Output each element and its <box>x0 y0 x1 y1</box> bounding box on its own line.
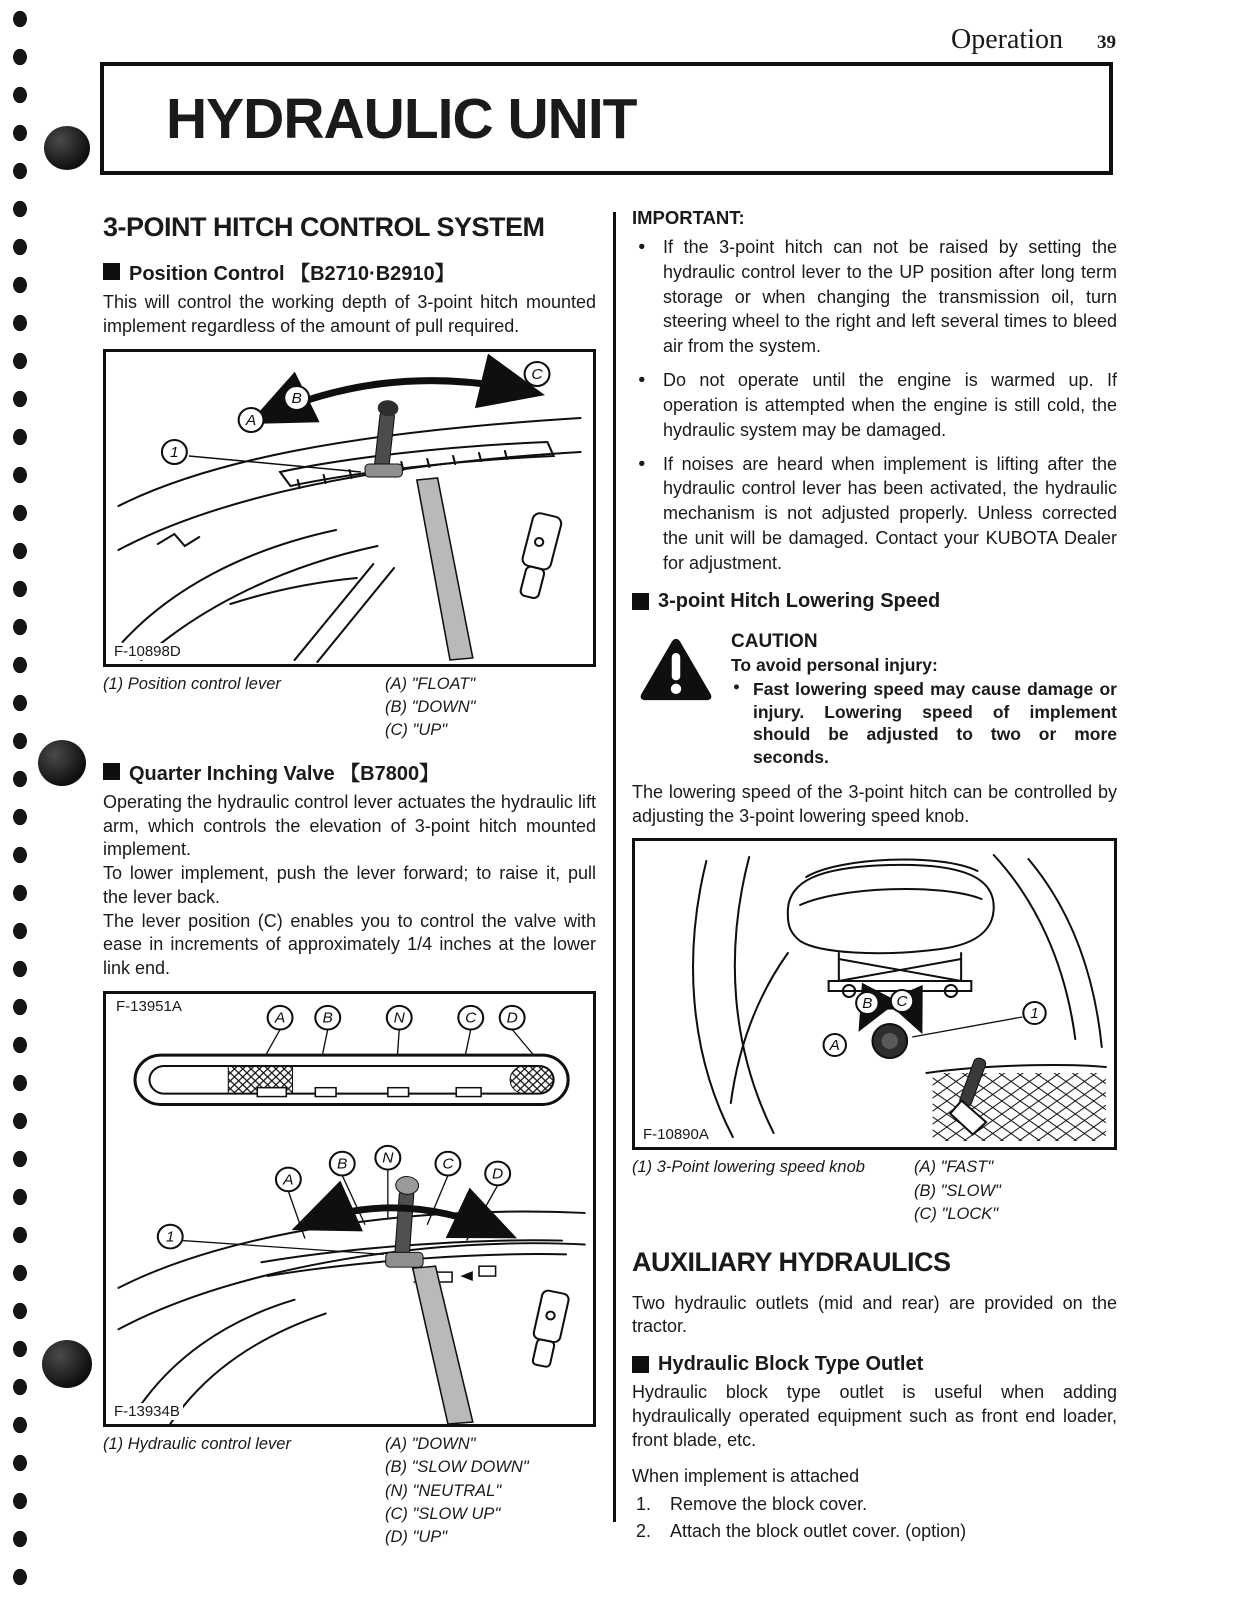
section-heading-auxiliary: AUXILIARY HYDRAULICS <box>632 1246 951 1277</box>
caption-legend: (A) "DOWN" (B) "SLOW DOWN" (N) "NEUTRAL" (C) "SLOW UP" (D) "UP" <box>385 1434 529 1547</box>
lowering-speed-body: The lowering speed of the 3-point hitch can be controlled by adjusting the 3-point lowering speed knob. <box>632 781 1117 826</box>
seat-belt-strap <box>413 1266 473 1424</box>
figure1-caption <box>103 673 596 743</box>
lever-base <box>386 1252 423 1267</box>
square-bullet-icon <box>632 1356 649 1373</box>
svg-text:C: C <box>465 1009 477 1027</box>
svg-text:B: B <box>862 995 873 1013</box>
figure1-callouts <box>162 362 550 464</box>
binding-hole <box>42 1340 92 1388</box>
figure-number-label: F-13951A <box>113 998 185 1015</box>
caution-box <box>638 631 1117 769</box>
console-line-art <box>118 1211 584 1423</box>
attach-intro: When implement is attached <box>632 1466 860 1487</box>
seat-belt-strap <box>417 478 473 660</box>
spiral-binding <box>2 0 44 1600</box>
section-heading-3point: 3-POINT HITCH CONTROL SYSTEM <box>103 212 545 242</box>
important-bullet: ● If the 3-point hitch can not be raised by setting the hydraulic control lever to the UP position after long term storage or when changing the transmission oil, turn steering wheel to the right and left several times to bleed air from the system. <box>632 235 1117 359</box>
step-text: Remove the block cover. <box>670 1494 868 1515</box>
caution-subtitle: To avoid personal injury: <box>731 654 938 675</box>
binding-hole <box>38 740 86 786</box>
svg-text:1: 1 <box>1030 1005 1039 1023</box>
figure-lowering-speed-knob <box>632 838 1117 1150</box>
subheading-lowering-speed: 3-point Hitch Lowering Speed <box>632 590 1117 613</box>
square-bullet-icon <box>632 593 649 610</box>
position-control-drawing <box>106 352 593 664</box>
svg-text:1: 1 <box>165 1228 175 1246</box>
column-divider <box>613 212 616 1522</box>
subheading-quarter-inching: Quarter Inching Valve 【B7800】 <box>103 757 596 786</box>
figure-number-label: F-13934B <box>111 1403 183 1420</box>
caution-title: CAUTION <box>731 630 818 652</box>
figure3-caption <box>632 1156 1117 1226</box>
title-box <box>100 62 1113 175</box>
lowering-knob-drawing <box>635 841 1114 1147</box>
subheading-position-control: Position Control 【B2710·B2910】 <box>103 257 596 286</box>
svg-text:A: A <box>829 1037 840 1055</box>
slot-inner <box>150 1066 554 1094</box>
subheading-block-outlet: Hydraulic Block Type Outlet <box>632 1353 1117 1376</box>
quarter-inching-para2: To lower implement, push the lever forward; to raise it, pull the lever back. <box>103 863 596 907</box>
svg-text:B: B <box>337 1155 348 1173</box>
figure-hydraulic-control-lever <box>103 991 596 1427</box>
svg-text:A: A <box>274 1009 286 1027</box>
svg-text:D: D <box>506 1009 518 1027</box>
knob-center <box>882 1033 898 1049</box>
block-outlet-body: Hydraulic block type outlet is useful when adding hydraulically operated equipment such as front end loader, front blade, etc. <box>632 1382 1117 1450</box>
step-number: 1. <box>636 1494 652 1515</box>
svg-text:B: B <box>322 1009 333 1027</box>
position-control-body: This will control the working depth of 3-point hitch mounted implement regardless of the amount of pull required. <box>103 292 596 336</box>
svg-text:B: B <box>291 389 302 407</box>
svg-text:A: A <box>245 411 257 429</box>
hydraulic-lever-drawing <box>106 994 593 1424</box>
step-row <box>632 1518 1117 1545</box>
figure3-callouts <box>824 990 1046 1056</box>
hatched-zone-right <box>510 1066 554 1094</box>
svg-text:C: C <box>442 1155 454 1173</box>
svg-text:C: C <box>896 993 908 1011</box>
page-header <box>0 24 1116 56</box>
svg-text:D: D <box>492 1165 504 1183</box>
step-number: 2. <box>636 1521 652 1542</box>
quarter-inching-para1: Operating the hydraulic control lever actuates the hydraulic lift arm, which controls the elevation of 3-point hitch mounted implement. <box>103 791 596 860</box>
figure-number-label: F-10890A <box>640 1126 712 1143</box>
callout-leader <box>912 1017 1022 1037</box>
caption-legend: (A) "FLOAT" (B) "DOWN" (C) "UP" <box>385 674 476 740</box>
lever-base <box>365 464 402 477</box>
caption-item: (1) Position control lever <box>103 674 281 693</box>
square-bullet-icon <box>103 263 120 280</box>
quarter-inching-para3: The lever position (C) enables you to control the valve with ease in increments of approximately 1/4 inches at the lower link end. <box>103 910 596 979</box>
svg-text:N: N <box>382 1149 394 1167</box>
warning-triangle-icon <box>638 631 714 769</box>
svg-text:N: N <box>393 1009 405 1027</box>
figure-position-control <box>103 349 596 667</box>
square-bullet-icon <box>103 763 120 780</box>
important-list <box>632 235 1117 576</box>
auxiliary-body: Two hydraulic outlets (mid and rear) are provided on the tractor. <box>632 1292 1117 1337</box>
svg-text:1: 1 <box>170 443 179 461</box>
console-line-art <box>118 418 580 662</box>
caption-item: (1) Hydraulic control lever <box>103 1434 291 1453</box>
svg-text:A: A <box>283 1171 294 1189</box>
page-number: 39 <box>1097 32 1116 53</box>
figure2-caption <box>103 1433 596 1550</box>
step-row <box>632 1491 1117 1518</box>
caption-item: (1) 3-Point lowering speed knob <box>632 1158 865 1177</box>
important-bullet: ● Do not operate until the engine is warmed up. If operation is attempted when the engine is still cold, the hydraulic system may be damaged. <box>632 368 1117 442</box>
binding-hole <box>44 126 90 170</box>
caution-text <box>731 631 1117 769</box>
caption-legend: (A) "FAST" (B) "SLOW" (C) "LOCK" <box>914 1158 1001 1224</box>
right-column <box>632 207 1117 1545</box>
dot-marker <box>907 1016 913 1022</box>
important-heading: IMPORTANT: <box>632 207 745 228</box>
figure-number-label: F-10898D <box>111 643 184 660</box>
svg-text:C: C <box>531 365 543 383</box>
attach-steps <box>632 1491 1117 1545</box>
step-text: Attach the block outlet cover. (option) <box>670 1521 967 1542</box>
important-bullet: ● If noises are heard when implement is lifting after the hydraulic control lever has been activated, the hydraulic mechanism is not adjusted properly. Unless corrected the unit will be damaged. Contact your KUBOTA Dealer for adjustment. <box>632 452 1117 576</box>
caution-bullet: ● Fast lowering speed may cause damage or injury. Lowering speed of implement should be adjusted to two or more seconds. <box>731 678 1117 769</box>
header-section-title: Operation <box>951 24 1063 55</box>
page-title: HYDRAULIC UNIT <box>166 86 637 151</box>
left-column <box>103 212 596 1560</box>
